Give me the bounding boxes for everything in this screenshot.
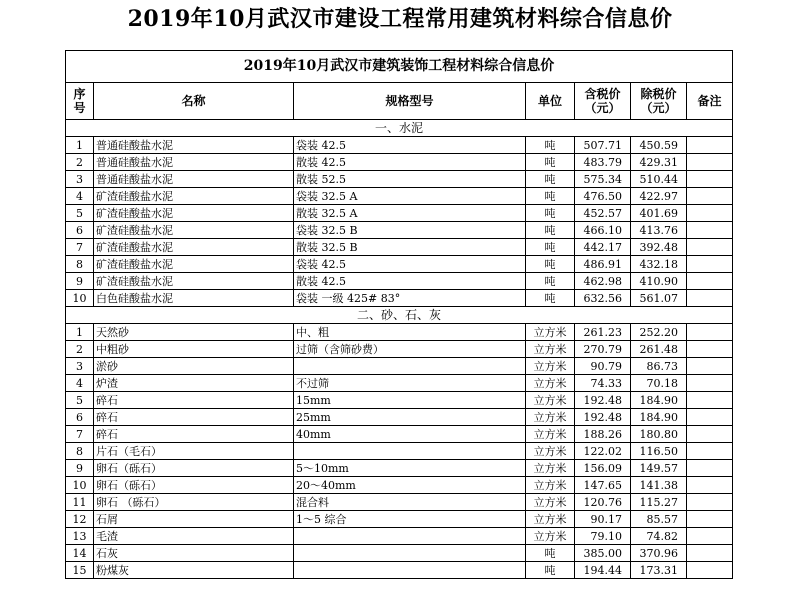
cell-remark	[687, 154, 733, 171]
cell-name: 矿渣硅酸盐水泥	[94, 188, 294, 205]
cell-tax-incl: 385.00	[575, 545, 631, 562]
table-row	[66, 273, 733, 290]
table-row	[66, 171, 733, 188]
cell-spec: 1～5 综合	[294, 511, 526, 528]
cell-no: 5	[66, 392, 94, 409]
cell-remark	[687, 460, 733, 477]
table-row	[66, 460, 733, 477]
header-tax-excl: 除税价（元）	[631, 83, 687, 120]
table-row	[66, 341, 733, 358]
cell-tax-incl: 476.50	[575, 188, 631, 205]
cell-no: 11	[66, 494, 94, 511]
cell-spec: 25mm	[294, 409, 526, 426]
cell-name: 矿渣硅酸盐水泥	[94, 256, 294, 273]
cell-spec	[294, 443, 526, 460]
cell-tax-incl: 192.48	[575, 392, 631, 409]
cell-remark	[687, 171, 733, 188]
cell-no: 3	[66, 358, 94, 375]
cell-tax-incl: 122.02	[575, 443, 631, 460]
cell-no: 3	[66, 171, 94, 188]
cell-no: 7	[66, 426, 94, 443]
cell-spec: 袋装 32.5 A	[294, 188, 526, 205]
table-row	[66, 409, 733, 426]
cell-remark	[687, 205, 733, 222]
cell-unit: 吨	[526, 154, 575, 171]
cell-tax-excl: 70.18	[631, 375, 687, 392]
cell-remark	[687, 341, 733, 358]
cell-spec: 15mm	[294, 392, 526, 409]
cell-remark	[687, 222, 733, 239]
cell-tax-excl: 116.50	[631, 443, 687, 460]
table-row	[66, 375, 733, 392]
cell-tax-incl: 120.76	[575, 494, 631, 511]
cell-spec: 20～40mm	[294, 477, 526, 494]
cell-tax-excl: 410.90	[631, 273, 687, 290]
page-title: 2019年10月武汉市建设工程常用建筑材料综合信息价	[127, 6, 673, 32]
header-row	[66, 83, 733, 120]
cell-tax-incl: 507.71	[575, 137, 631, 154]
header-remark: 备注	[687, 83, 733, 120]
cell-unit: 立方米	[526, 443, 575, 460]
cell-remark	[687, 273, 733, 290]
cell-tax-incl: 194.44	[575, 562, 631, 579]
cell-unit: 立方米	[526, 341, 575, 358]
table-row	[66, 528, 733, 545]
cell-remark	[687, 409, 733, 426]
cell-name: 卵石（砾石）	[94, 460, 294, 477]
cell-name: 矿渣硅酸盐水泥	[94, 222, 294, 239]
cell-no: 5	[66, 205, 94, 222]
cell-tax-incl: 270.79	[575, 341, 631, 358]
cell-no: 6	[66, 409, 94, 426]
cell-spec: 散装 52.5	[294, 171, 526, 188]
cell-tax-incl: 156.09	[575, 460, 631, 477]
cell-remark	[687, 188, 733, 205]
table-row	[66, 562, 733, 579]
cell-tax-excl: 561.07	[631, 290, 687, 307]
cell-name: 矿渣硅酸盐水泥	[94, 205, 294, 222]
cell-remark	[687, 562, 733, 579]
cell-name: 普通硅酸盐水泥	[94, 137, 294, 154]
table-row	[66, 443, 733, 460]
cell-no: 2	[66, 341, 94, 358]
table-row	[66, 256, 733, 273]
cell-no: 10	[66, 290, 94, 307]
cell-unit: 立方米	[526, 375, 575, 392]
cell-no: 6	[66, 222, 94, 239]
cell-name: 石灰	[94, 545, 294, 562]
cell-spec: 散装 42.5	[294, 273, 526, 290]
cell-remark	[687, 358, 733, 375]
table-row	[66, 222, 733, 239]
cell-tax-excl: 450.59	[631, 137, 687, 154]
cell-remark	[687, 477, 733, 494]
cell-no: 1	[66, 324, 94, 341]
table-row	[66, 426, 733, 443]
cell-remark	[687, 494, 733, 511]
cell-no: 7	[66, 239, 94, 256]
cell-name: 毛渣	[94, 528, 294, 545]
cell-tax-excl: 510.44	[631, 171, 687, 188]
cell-unit: 吨	[526, 256, 575, 273]
cell-tax-incl: 466.10	[575, 222, 631, 239]
cell-unit: 吨	[526, 239, 575, 256]
cell-unit: 吨	[526, 171, 575, 188]
cell-unit: 立方米	[526, 409, 575, 426]
section-row	[66, 307, 733, 324]
cell-unit: 吨	[526, 188, 575, 205]
cell-unit: 吨	[526, 562, 575, 579]
table-row	[66, 358, 733, 375]
cell-remark	[687, 545, 733, 562]
cell-unit: 吨	[526, 545, 575, 562]
cell-name: 中粗砂	[94, 341, 294, 358]
cell-unit: 吨	[526, 273, 575, 290]
cell-no: 4	[66, 375, 94, 392]
cell-tax-excl: 422.97	[631, 188, 687, 205]
cell-name: 卵石（砾石）	[94, 477, 294, 494]
cell-name: 碎石	[94, 392, 294, 409]
cell-tax-incl: 188.26	[575, 426, 631, 443]
cell-name: 普通硅酸盐水泥	[94, 154, 294, 171]
cell-tax-excl: 432.18	[631, 256, 687, 273]
cell-no: 13	[66, 528, 94, 545]
cell-no: 1	[66, 137, 94, 154]
cell-spec: 散装 32.5 B	[294, 239, 526, 256]
cell-tax-excl: 85.57	[631, 511, 687, 528]
cell-spec: 中、粗	[294, 324, 526, 341]
cell-name: 普通硅酸盐水泥	[94, 171, 294, 188]
cell-unit: 立方米	[526, 511, 575, 528]
cell-name: 炉渣	[94, 375, 294, 392]
cell-no: 9	[66, 460, 94, 477]
cell-spec: 过筛（含筛砂费）	[294, 341, 526, 358]
cell-spec	[294, 358, 526, 375]
cell-no: 12	[66, 511, 94, 528]
cell-remark	[687, 443, 733, 460]
cell-tax-incl: 90.79	[575, 358, 631, 375]
cell-tax-excl: 141.38	[631, 477, 687, 494]
cell-name: 片石（毛石）	[94, 443, 294, 460]
cell-tax-incl: 483.79	[575, 154, 631, 171]
cell-tax-incl: 575.34	[575, 171, 631, 188]
cell-spec	[294, 545, 526, 562]
cell-name: 石屑	[94, 511, 294, 528]
section-title: 一、水泥	[66, 120, 733, 137]
table-row	[66, 137, 733, 154]
table-row	[66, 290, 733, 307]
cell-tax-excl: 252.20	[631, 324, 687, 341]
cell-tax-excl: 401.69	[631, 205, 687, 222]
section-title: 二、砂、石、灰	[66, 307, 733, 324]
header-unit: 单位	[526, 83, 575, 120]
table-row	[66, 494, 733, 511]
cell-unit: 立方米	[526, 426, 575, 443]
cell-spec: 袋装 42.5	[294, 256, 526, 273]
cell-name: 卵石 （砾石）	[94, 494, 294, 511]
cell-name: 矿渣硅酸盐水泥	[94, 239, 294, 256]
cell-tax-excl: 74.82	[631, 528, 687, 545]
cell-name: 淤砂	[94, 358, 294, 375]
cell-tax-incl: 90.17	[575, 511, 631, 528]
cell-spec: 散装 42.5	[294, 154, 526, 171]
cell-unit: 立方米	[526, 358, 575, 375]
table-row	[66, 545, 733, 562]
cell-remark	[687, 375, 733, 392]
table-row	[66, 205, 733, 222]
cell-remark	[687, 239, 733, 256]
cell-tax-excl: 413.76	[631, 222, 687, 239]
cell-remark	[687, 511, 733, 528]
cell-no: 10	[66, 477, 94, 494]
cell-name: 矿渣硅酸盐水泥	[94, 273, 294, 290]
header-spec: 规格型号	[294, 83, 526, 120]
cell-unit: 吨	[526, 222, 575, 239]
cell-tax-excl: 149.57	[631, 460, 687, 477]
table-title-row	[66, 51, 733, 83]
cell-tax-excl: 184.90	[631, 392, 687, 409]
table-row	[66, 511, 733, 528]
cell-tax-excl: 184.90	[631, 409, 687, 426]
header-tax-incl: 含税价（元）	[575, 83, 631, 120]
cell-remark	[687, 426, 733, 443]
table-row	[66, 239, 733, 256]
cell-name: 碎石	[94, 426, 294, 443]
cell-remark	[687, 137, 733, 154]
table-row	[66, 477, 733, 494]
cell-tax-excl: 429.31	[631, 154, 687, 171]
cell-spec: 袋装 一级 425# 83°	[294, 290, 526, 307]
cell-unit: 吨	[526, 290, 575, 307]
table-row	[66, 188, 733, 205]
cell-spec	[294, 562, 526, 579]
cell-spec: 不过筛	[294, 375, 526, 392]
cell-remark	[687, 528, 733, 545]
cell-no: 2	[66, 154, 94, 171]
table-row	[66, 324, 733, 341]
cell-tax-incl: 261.23	[575, 324, 631, 341]
cell-unit: 立方米	[526, 528, 575, 545]
cell-spec: 混合料	[294, 494, 526, 511]
cell-no: 4	[66, 188, 94, 205]
cell-no: 15	[66, 562, 94, 579]
cell-tax-excl: 180.80	[631, 426, 687, 443]
cell-remark	[687, 324, 733, 341]
cell-name: 白色硅酸盐水泥	[94, 290, 294, 307]
cell-tax-incl: 192.48	[575, 409, 631, 426]
cell-no: 8	[66, 256, 94, 273]
cell-unit: 立方米	[526, 477, 575, 494]
cell-unit: 立方米	[526, 392, 575, 409]
cell-tax-incl: 462.98	[575, 273, 631, 290]
cell-no: 14	[66, 545, 94, 562]
cell-unit: 立方米	[526, 494, 575, 511]
cell-tax-excl: 370.96	[631, 545, 687, 562]
table-title: 2019年10月武汉市建筑装饰工程材料综合信息价	[66, 51, 733, 83]
cell-spec: 袋装 32.5 B	[294, 222, 526, 239]
cell-unit: 立方米	[526, 324, 575, 341]
cell-name: 粉煤灰	[94, 562, 294, 579]
table-row	[66, 154, 733, 171]
cell-remark	[687, 256, 733, 273]
cell-name: 碎石	[94, 409, 294, 426]
cell-no: 9	[66, 273, 94, 290]
section-row	[66, 120, 733, 137]
cell-unit: 吨	[526, 137, 575, 154]
cell-remark	[687, 290, 733, 307]
cell-remark	[687, 392, 733, 409]
cell-tax-excl: 86.73	[631, 358, 687, 375]
header-no: 序号	[66, 83, 94, 120]
cell-spec	[294, 528, 526, 545]
cell-spec: 散装 32.5 A	[294, 205, 526, 222]
cell-tax-excl: 261.48	[631, 341, 687, 358]
cell-tax-incl: 79.10	[575, 528, 631, 545]
cell-tax-incl: 632.56	[575, 290, 631, 307]
cell-spec: 5～10mm	[294, 460, 526, 477]
cell-tax-incl: 442.17	[575, 239, 631, 256]
cell-tax-incl: 147.65	[575, 477, 631, 494]
cell-unit: 吨	[526, 205, 575, 222]
cell-tax-excl: 392.48	[631, 239, 687, 256]
header-name: 名称	[94, 83, 294, 120]
price-table	[65, 50, 733, 579]
cell-unit: 立方米	[526, 460, 575, 477]
table-row	[66, 392, 733, 409]
cell-name: 天然砂	[94, 324, 294, 341]
cell-no: 8	[66, 443, 94, 460]
cell-tax-incl: 452.57	[575, 205, 631, 222]
cell-spec: 40mm	[294, 426, 526, 443]
cell-tax-excl: 173.31	[631, 562, 687, 579]
cell-tax-incl: 486.91	[575, 256, 631, 273]
cell-tax-incl: 74.33	[575, 375, 631, 392]
cell-spec: 袋装 42.5	[294, 137, 526, 154]
cell-tax-excl: 115.27	[631, 494, 687, 511]
